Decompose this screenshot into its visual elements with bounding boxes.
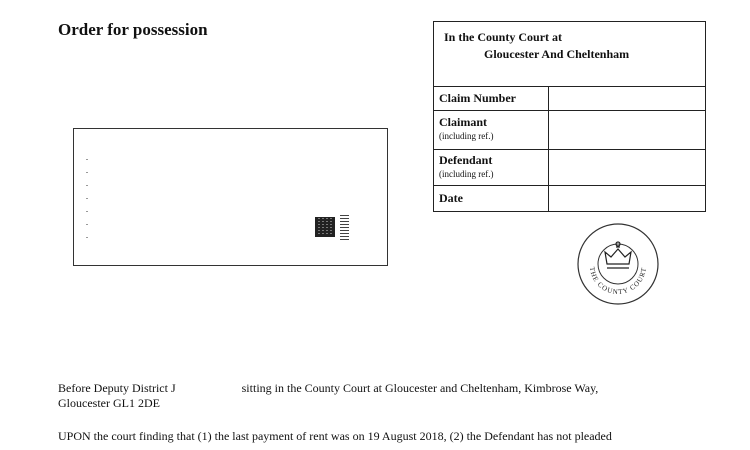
court-name: Gloucester And Cheltenham xyxy=(484,47,630,61)
date-row xyxy=(434,186,705,212)
paragraph-upon: UPON the court finding that (1) the last payment of rent was on 19 August 2018, (2) the Defendant has not pleaded xyxy=(58,429,612,443)
claim-number-label: Claim Number xyxy=(439,91,516,105)
defendant-label-sub: (including ref.) xyxy=(439,169,494,179)
court-header-line1: In the County Court at xyxy=(444,30,563,44)
paragraph-before xyxy=(58,381,710,411)
paragraph-before-line2: Gloucester GL1 2DE xyxy=(58,396,160,410)
seal-text: THE COUNTY COURT xyxy=(587,266,649,297)
address-window xyxy=(73,128,388,266)
date-label: Date xyxy=(439,191,463,205)
claimant-label xyxy=(439,115,493,142)
court-header xyxy=(434,22,705,87)
claim-number-value xyxy=(548,87,705,110)
claimant-label-sub: (including ref.) xyxy=(439,131,494,141)
claim-number-row xyxy=(434,87,705,111)
document-title: Order for possession xyxy=(58,20,208,39)
barcode-icon xyxy=(340,215,349,241)
address-dots xyxy=(86,159,88,239)
court-details-box xyxy=(433,21,706,212)
defendant-row xyxy=(434,150,705,186)
defendant-label xyxy=(439,153,493,180)
paragraph-before-start: Before Deputy District J xyxy=(58,381,176,395)
qr-code-icon xyxy=(315,217,335,237)
paragraph-before-rest: sitting in the County Court at Gloucester and Cheltenham, Kimbrose Way, xyxy=(241,381,599,395)
court-seal-icon xyxy=(576,222,660,306)
claimant-row xyxy=(434,111,705,150)
defendant-value xyxy=(548,150,705,185)
date-value xyxy=(548,186,705,212)
claimant-label-text: Claimant xyxy=(439,115,487,129)
claimant-value xyxy=(548,111,705,149)
defendant-label-text: Defendant xyxy=(439,153,493,167)
